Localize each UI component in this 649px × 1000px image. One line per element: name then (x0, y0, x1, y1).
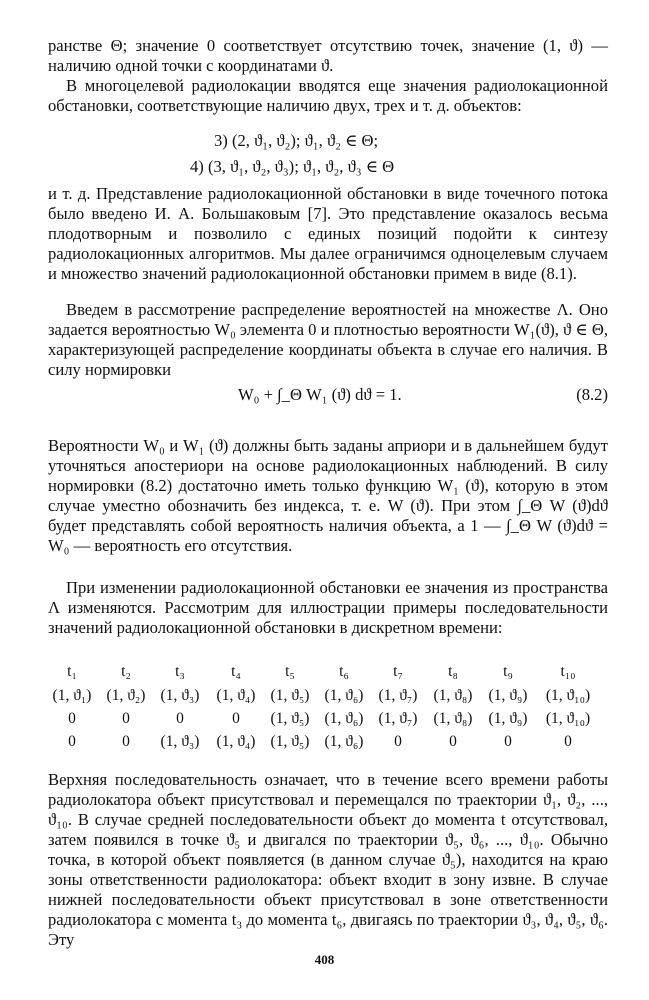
time-label: t₂ (121, 663, 131, 680)
sequence-cell: 0 (564, 733, 572, 750)
time-label: t₃ (175, 663, 185, 680)
sequence-cell: (1, ϑ₈) (433, 687, 473, 704)
sequence-cell: (1, ϑ₉) (488, 710, 528, 727)
sequence-table (40, 662, 620, 752)
paragraph-probabilities: Вероятности W₀ и W₁ (ϑ) должны быть заданы априори и в дальнейшем будут уточняться апостериори на основе радиолокационных наблюдений. В силу нормировки (8.2) достаточно иметь только функцию W₁ (ϑ), которую в этом случае уместно обозначить без индекса, т. е. W (ϑ). При этом ∫_Θ W (ϑ)dϑ будет представлять собой вероятность наличия объекта, а 1 — ∫_Θ W (ϑ)dϑ = W₀ — вероятность его отсутствия. (48, 436, 608, 555)
sequence-cell: (1, ϑ₅) (270, 733, 310, 750)
sequence-row-middle (40, 709, 620, 729)
page-number: 408 (314, 952, 335, 967)
sequence-cell: (1, ϑ₇) (378, 710, 418, 727)
equation-number-8-2: (8.2) (576, 385, 608, 404)
sequence-cell: (1, ϑ₈) (433, 710, 473, 727)
sequence-cell: 0 (176, 710, 184, 727)
paragraph-interpretation: Верхняя последовательность означает, что в течение всего времени работы радиолокатора объект присутствовал и перемещался по траектории ϑ₁, ϑ₂, ..., ϑ₁₀. В случае средней последовательности объект до момента t отсутствовал, затем появился в точке ϑ₅ и двигался по траектории ϑ₅, ϑ₆, ..., ϑ₁₀. Обычно точка, в которой объект появляется (в данном случае ϑ₅), находится на краю зоны ответственности радиолокатора: объект входит в зону извне. В случае нижней последовательности объект присутствовал в зоне ответственности радиолокатора с момента t₃ до момента t₆, двигаясь по траектории ϑ₃, ϑ₄, ϑ₅, ϑ₆. Эту (48, 770, 608, 949)
sequence-cell: (1, ϑ₄) (216, 733, 256, 750)
sequence-cell: (1, ϑ₆) (324, 710, 364, 727)
sequence-cell: 0 (68, 733, 76, 750)
sequence-cell: (1, ϑ₁₀) (545, 710, 591, 727)
time-label: t₁ (67, 663, 77, 680)
time-label: t₅ (285, 663, 295, 680)
time-label: t₆ (339, 663, 349, 680)
sequence-cell: (1, ϑ₉) (488, 687, 528, 704)
sequence-cell: (1, ϑ₆) (324, 733, 364, 750)
time-label: t₁₀ (560, 663, 576, 680)
equation-3: 3) (2, ϑ₁, ϑ₂); ϑ₁, ϑ₂ ∈ Θ; (214, 131, 379, 150)
sequence-cell: 0 (449, 733, 457, 750)
paragraph-distribution: Введем в рассмотрение распределение вероятностей на множестве Λ. Оно задается вероятностью W₀ элемента 0 и плотностью вероятности W₁(ϑ), ϑ ∈ Θ, характеризующей распределение координаты объекта в случае его наличия. В силу нормировки (48, 300, 608, 379)
paragraph-continuation: ранстве Θ; значение 0 соответствует отсутствию точек, значение (1, ϑ) — наличию одной точки с координатами ϑ. (48, 36, 608, 75)
sequence-cell: (1, ϑ₅) (270, 710, 310, 727)
time-label: t₇ (393, 663, 403, 680)
sequence-cell: 0 (122, 710, 130, 727)
time-label: t₈ (448, 663, 458, 680)
sequence-header-row (40, 662, 620, 682)
time-label: t₉ (503, 663, 513, 680)
sequence-cell: (1, ϑ₅) (270, 687, 310, 704)
sequence-cell: 0 (122, 733, 130, 750)
paragraph-multitarget: В многоцелевой радиолокации вводятся еще значения радиолокационной обстановки, соответствующие наличию двух, трех и т. д. объектов: (48, 76, 608, 115)
sequence-cell: (1, ϑ₁₀) (545, 687, 591, 704)
equation-4: 4) (3, ϑ₁, ϑ₂, ϑ₃); ϑ₁, ϑ₂, ϑ₃ ∈ Θ (190, 157, 395, 176)
sequence-cell: (1, ϑ₂) (106, 687, 146, 704)
sequence-cell: (1, ϑ₃) (160, 687, 200, 704)
equation-8-2: W₀ + ∫_Θ W₁ (ϑ) dϑ = 1. (238, 385, 402, 404)
sequence-row-upper (40, 686, 620, 706)
sequence-cell: (1, ϑ₆) (324, 687, 364, 704)
sequence-cell: 0 (232, 710, 240, 727)
sequence-cell: (1, ϑ₁) (52, 687, 92, 704)
paragraph-change: При изменении радиолокационной обстановки ее значения из пространства Λ изменяются. Рассмотрим для иллюстрации примеры последовательности значений радиолокационной обстановки в дискретном времени: (48, 578, 608, 637)
sequence-cell: (1, ϑ₇) (378, 687, 418, 704)
paragraph-point-flow: и т. д. Представление радиолокационной обстановки в виде точечного потока было введено И. А. Большаковым [7]. Это представление оказалось весьма плодотворным и позволило с единых позиций подойти к синтезу радиолокационных алгоритмов. Мы далее ограничимся одноцелевым случаем и множество значений радиолокационной обстановки примем в виде (8.1). (48, 184, 608, 283)
sequence-cell: (1, ϑ₃) (160, 733, 200, 750)
sequence-cell: 0 (504, 733, 512, 750)
sequence-cell: 0 (394, 733, 402, 750)
sequence-row-lower (40, 732, 620, 752)
sequence-cell: 0 (68, 710, 76, 727)
time-label: t₄ (231, 663, 241, 680)
sequence-cell: (1, ϑ₄) (216, 687, 256, 704)
